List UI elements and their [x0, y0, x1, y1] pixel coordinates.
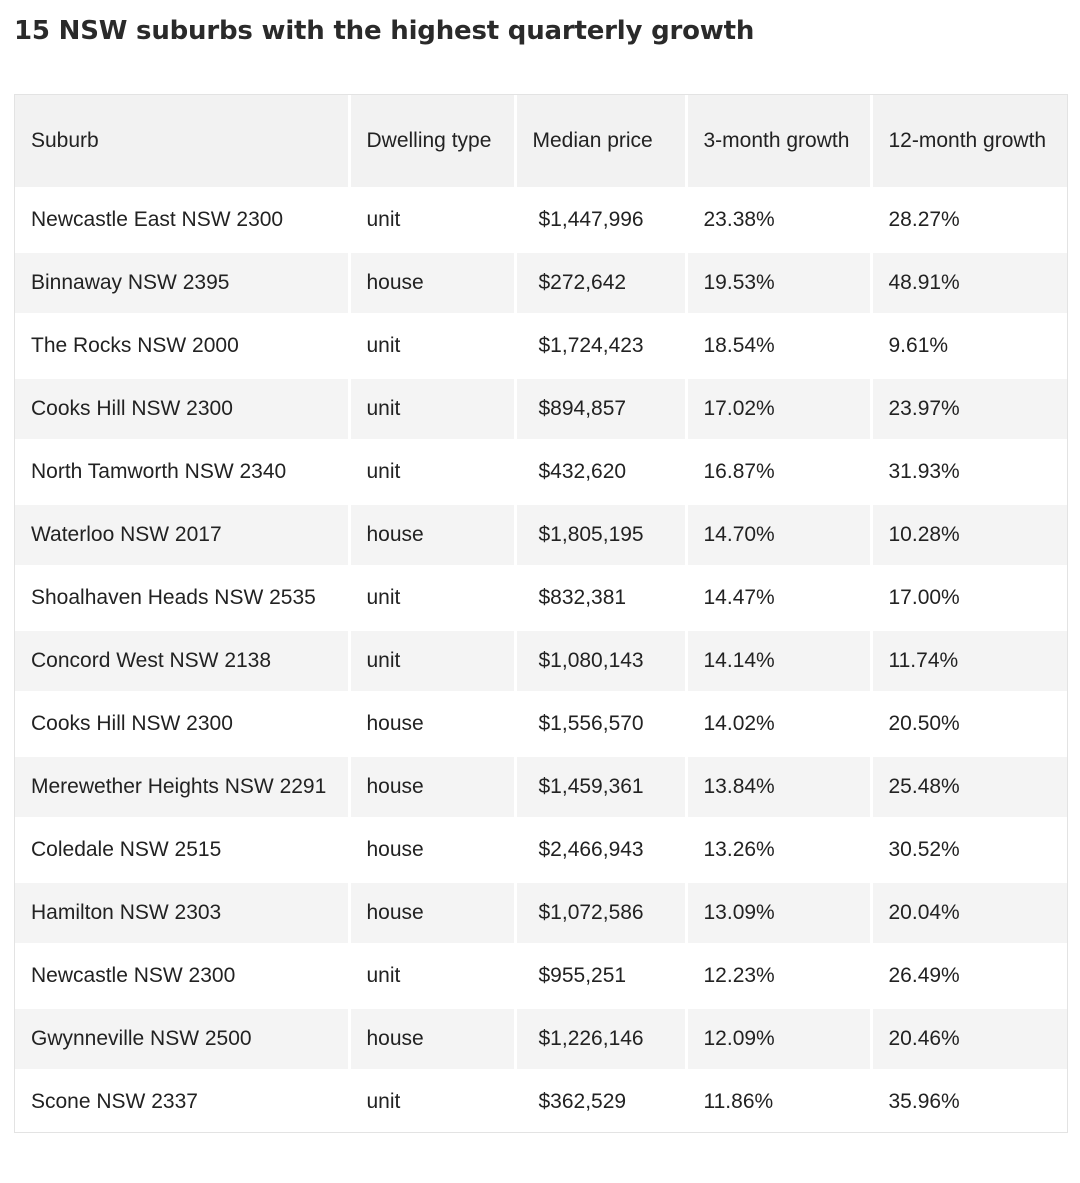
table-row	[15, 567, 1067, 630]
cell-median-price: $1,447,996	[515, 189, 686, 252]
table-row	[15, 441, 1067, 504]
cell-12-month-growth: 28.27%	[871, 189, 1067, 252]
cell-suburb: Merewether Heights NSW 2291	[15, 756, 349, 819]
cell-dwelling-type: house	[349, 819, 515, 882]
cell-median-price: $362,529	[515, 1071, 686, 1133]
cell-median-price: $1,080,143	[515, 630, 686, 693]
cell-suburb: Binnaway NSW 2395	[15, 252, 349, 315]
cell-12-month-growth: 20.04%	[871, 882, 1067, 945]
cell-suburb: Scone NSW 2337	[15, 1071, 349, 1133]
cell-3-month-growth: 18.54%	[686, 315, 871, 378]
cell-12-month-growth: 23.97%	[871, 378, 1067, 441]
cell-12-month-growth: 48.91%	[871, 252, 1067, 315]
column-header-12-month-growth: 12-month growth	[871, 95, 1067, 189]
cell-dwelling-type: house	[349, 882, 515, 945]
cell-3-month-growth: 14.70%	[686, 504, 871, 567]
cell-3-month-growth: 19.53%	[686, 252, 871, 315]
table-row	[15, 504, 1067, 567]
cell-dwelling-type: unit	[349, 189, 515, 252]
cell-suburb: Coledale NSW 2515	[15, 819, 349, 882]
table-row	[15, 378, 1067, 441]
table-header	[15, 95, 1067, 189]
cell-12-month-growth: 11.74%	[871, 630, 1067, 693]
cell-12-month-growth: 17.00%	[871, 567, 1067, 630]
cell-12-month-growth: 20.50%	[871, 693, 1067, 756]
cell-suburb: Newcastle East NSW 2300	[15, 189, 349, 252]
cell-suburb: Gwynneville NSW 2500	[15, 1008, 349, 1071]
cell-12-month-growth: 25.48%	[871, 756, 1067, 819]
suburb-growth-table-container	[14, 94, 1068, 1133]
cell-median-price: $1,072,586	[515, 882, 686, 945]
cell-median-price: $1,805,195	[515, 504, 686, 567]
column-header-median-price: Median price	[515, 95, 686, 189]
cell-3-month-growth: 12.09%	[686, 1008, 871, 1071]
cell-3-month-growth: 11.86%	[686, 1071, 871, 1133]
cell-dwelling-type: unit	[349, 378, 515, 441]
cell-median-price: $2,466,943	[515, 819, 686, 882]
cell-dwelling-type: unit	[349, 630, 515, 693]
cell-dwelling-type: unit	[349, 945, 515, 1008]
cell-suburb: Cooks Hill NSW 2300	[15, 378, 349, 441]
table-row	[15, 189, 1067, 252]
table-row	[15, 315, 1067, 378]
page-title: 15 NSW suburbs with the highest quarterly growth	[14, 16, 755, 46]
suburb-growth-table	[15, 95, 1067, 1132]
cell-median-price: $1,226,146	[515, 1008, 686, 1071]
cell-dwelling-type: house	[349, 693, 515, 756]
cell-3-month-growth: 16.87%	[686, 441, 871, 504]
cell-suburb: The Rocks NSW 2000	[15, 315, 349, 378]
cell-dwelling-type: house	[349, 504, 515, 567]
cell-3-month-growth: 14.14%	[686, 630, 871, 693]
cell-median-price: $832,381	[515, 567, 686, 630]
cell-12-month-growth: 26.49%	[871, 945, 1067, 1008]
cell-3-month-growth: 14.47%	[686, 567, 871, 630]
cell-3-month-growth: 13.26%	[686, 819, 871, 882]
cell-dwelling-type: house	[349, 252, 515, 315]
column-header-suburb: Suburb	[15, 95, 349, 189]
cell-12-month-growth: 35.96%	[871, 1071, 1067, 1133]
cell-3-month-growth: 14.02%	[686, 693, 871, 756]
cell-3-month-growth: 23.38%	[686, 189, 871, 252]
cell-suburb: Shoalhaven Heads NSW 2535	[15, 567, 349, 630]
cell-suburb: Hamilton NSW 2303	[15, 882, 349, 945]
table-row	[15, 252, 1067, 315]
cell-suburb: Concord West NSW 2138	[15, 630, 349, 693]
cell-12-month-growth: 9.61%	[871, 315, 1067, 378]
column-header-dwelling-type: Dwelling type	[349, 95, 515, 189]
table-row	[15, 1071, 1067, 1133]
table-row	[15, 945, 1067, 1008]
table-row	[15, 882, 1067, 945]
cell-3-month-growth: 17.02%	[686, 378, 871, 441]
table-row	[15, 819, 1067, 882]
cell-suburb: Waterloo NSW 2017	[15, 504, 349, 567]
cell-median-price: $272,642	[515, 252, 686, 315]
cell-dwelling-type: unit	[349, 315, 515, 378]
cell-3-month-growth: 12.23%	[686, 945, 871, 1008]
cell-3-month-growth: 13.84%	[686, 756, 871, 819]
cell-median-price: $1,459,361	[515, 756, 686, 819]
cell-12-month-growth: 30.52%	[871, 819, 1067, 882]
cell-suburb: Cooks Hill NSW 2300	[15, 693, 349, 756]
cell-dwelling-type: unit	[349, 567, 515, 630]
cell-12-month-growth: 31.93%	[871, 441, 1067, 504]
cell-suburb: Newcastle NSW 2300	[15, 945, 349, 1008]
cell-median-price: $432,620	[515, 441, 686, 504]
cell-median-price: $1,724,423	[515, 315, 686, 378]
cell-12-month-growth: 10.28%	[871, 504, 1067, 567]
cell-3-month-growth: 13.09%	[686, 882, 871, 945]
cell-suburb: North Tamworth NSW 2340	[15, 441, 349, 504]
table-header-row	[15, 95, 1067, 189]
cell-dwelling-type: unit	[349, 441, 515, 504]
table-row	[15, 693, 1067, 756]
table-body	[15, 189, 1067, 1133]
table-row	[15, 756, 1067, 819]
table-row	[15, 630, 1067, 693]
cell-dwelling-type: house	[349, 756, 515, 819]
cell-dwelling-type: house	[349, 1008, 515, 1071]
cell-median-price: $1,556,570	[515, 693, 686, 756]
cell-dwelling-type: unit	[349, 1071, 515, 1133]
table-row	[15, 1008, 1067, 1071]
column-header-3-month-growth: 3-month growth	[686, 95, 871, 189]
cell-median-price: $894,857	[515, 378, 686, 441]
cell-12-month-growth: 20.46%	[871, 1008, 1067, 1071]
cell-median-price: $955,251	[515, 945, 686, 1008]
